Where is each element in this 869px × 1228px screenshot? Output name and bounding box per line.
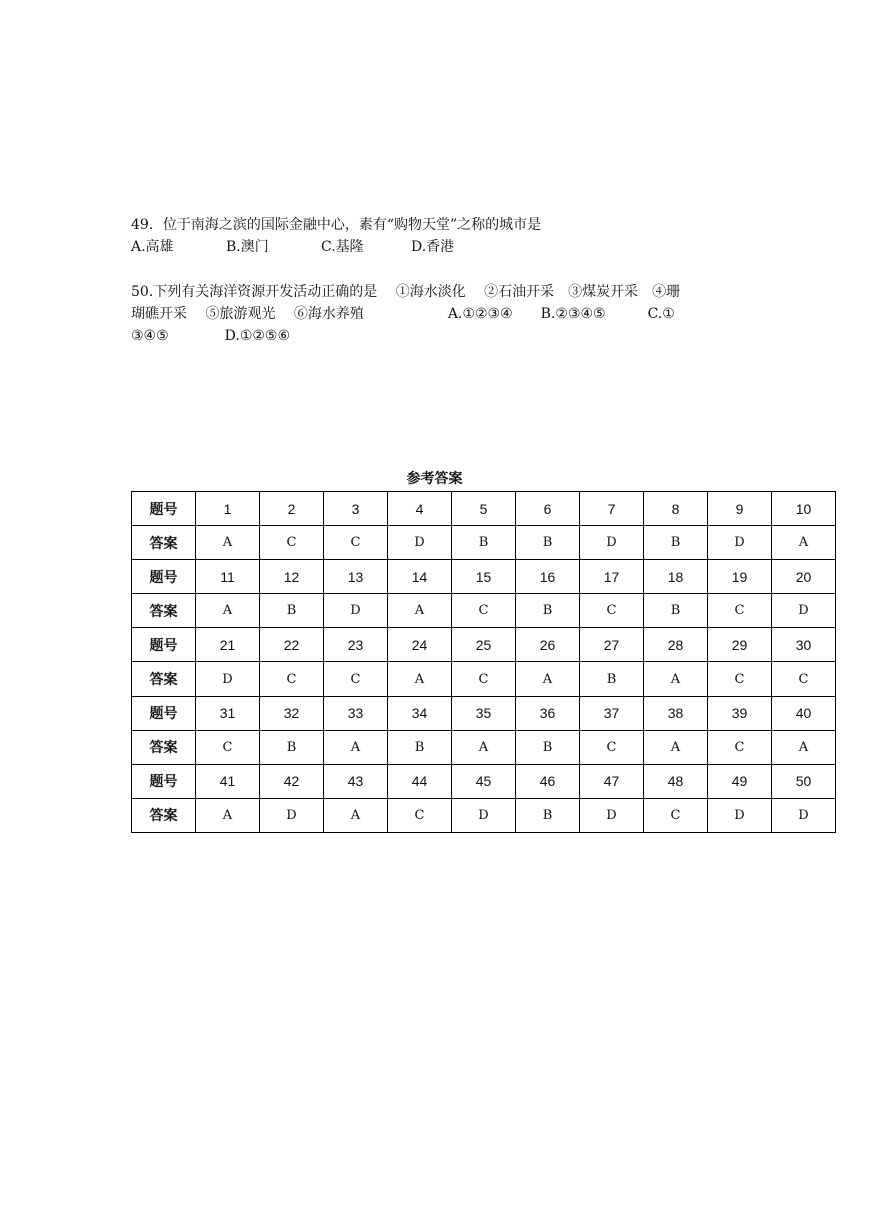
question-49 [131, 214, 751, 258]
question-49-option-b: B.澳门 [226, 239, 269, 255]
question-number-cell: 25 [452, 628, 516, 662]
question-number-cell: 28 [644, 628, 708, 662]
question-number-cell: 19 [708, 560, 772, 594]
question-number-cell: 5 [452, 492, 516, 526]
question-49-option-a: A.高雄 [131, 239, 174, 255]
answer-cell: C [708, 662, 772, 696]
question-number-cell: 20 [772, 560, 836, 594]
answer-cell: A [772, 730, 836, 764]
answer-cell: D [772, 594, 836, 628]
question-number-cell: 39 [708, 696, 772, 730]
answer-cell: A [196, 594, 260, 628]
question-number-cell: 23 [324, 628, 388, 662]
answer-cell: B [388, 730, 452, 764]
question-number-cell: 48 [644, 764, 708, 798]
answer-row [132, 730, 836, 764]
answer-table [131, 491, 836, 833]
question-number-row [132, 492, 836, 526]
question-number-cell: 22 [260, 628, 324, 662]
row-label: 答案 [132, 662, 196, 696]
question-number-cell: 6 [516, 492, 580, 526]
question-number-cell: 47 [580, 764, 644, 798]
answer-cell: B [644, 594, 708, 628]
answer-row [132, 662, 836, 696]
question-49-options [131, 236, 751, 258]
answer-cell: C [324, 526, 388, 560]
answer-cell: D [772, 798, 836, 832]
answer-cell: B [580, 662, 644, 696]
question-number-cell: 43 [324, 764, 388, 798]
answer-cell: A [452, 730, 516, 764]
answer-row [132, 594, 836, 628]
answer-cell: A [196, 526, 260, 560]
question-number-cell: 49 [708, 764, 772, 798]
answer-cell: C [324, 662, 388, 696]
answer-cell: A [644, 730, 708, 764]
answer-cell: C [452, 594, 516, 628]
answer-cell: D [324, 594, 388, 628]
question-number-cell: 27 [580, 628, 644, 662]
answer-table-title: 参考答案 [406, 471, 463, 487]
question-number-cell: 14 [388, 560, 452, 594]
question-number-cell: 13 [324, 560, 388, 594]
answer-cell: C [708, 730, 772, 764]
answer-cell: D [196, 662, 260, 696]
row-label: 答案 [132, 798, 196, 832]
row-label: 题号 [132, 560, 196, 594]
answer-cell: B [452, 526, 516, 560]
row-label: 答案 [132, 594, 196, 628]
answer-cell: D [452, 798, 516, 832]
question-number-cell: 9 [708, 492, 772, 526]
question-number-cell: 35 [452, 696, 516, 730]
question-number-cell: 12 [260, 560, 324, 594]
answer-cell: B [516, 594, 580, 628]
question-number-cell: 30 [772, 628, 836, 662]
question-number-cell: 4 [388, 492, 452, 526]
question-number-cell: 44 [388, 764, 452, 798]
question-50-line-3: ③④⑤ D.①②⑤⑥ [131, 328, 291, 344]
answer-cell: C [196, 730, 260, 764]
answer-cell: C [452, 662, 516, 696]
question-number-cell: 38 [644, 696, 708, 730]
answer-row [132, 526, 836, 560]
question-number-cell: 8 [644, 492, 708, 526]
question-number-cell: 45 [452, 764, 516, 798]
question-number-cell: 11 [196, 560, 260, 594]
answer-cell: A [644, 662, 708, 696]
answer-cell: B [516, 526, 580, 560]
row-label: 答案 [132, 526, 196, 560]
answer-cell: C [388, 798, 452, 832]
question-number-row [132, 560, 836, 594]
row-label: 题号 [132, 492, 196, 526]
question-number-cell: 37 [580, 696, 644, 730]
question-number-cell: 21 [196, 628, 260, 662]
answer-cell: A [388, 662, 452, 696]
question-49-stem: 49．位于南海之滨的国际金融中心，素有“购物天堂”之称的城市是 [131, 217, 542, 233]
question-number-cell: 10 [772, 492, 836, 526]
answer-cell: D [580, 798, 644, 832]
question-number-cell: 17 [580, 560, 644, 594]
answer-cell: B [260, 594, 324, 628]
question-number-cell: 41 [196, 764, 260, 798]
answer-cell: A [388, 594, 452, 628]
answer-cell: A [324, 798, 388, 832]
answer-cell: C [580, 594, 644, 628]
question-number-cell: 7 [580, 492, 644, 526]
answer-cell: A [196, 798, 260, 832]
question-number-cell: 36 [516, 696, 580, 730]
question-number-cell: 50 [772, 764, 836, 798]
answer-cell: A [772, 526, 836, 560]
question-number-cell: 26 [516, 628, 580, 662]
answer-cell: B [260, 730, 324, 764]
question-number-cell: 46 [516, 764, 580, 798]
answer-cell: A [324, 730, 388, 764]
row-label: 题号 [132, 764, 196, 798]
answer-cell: D [388, 526, 452, 560]
question-number-cell: 16 [516, 560, 580, 594]
answer-cell: A [516, 662, 580, 696]
question-number-cell: 40 [772, 696, 836, 730]
row-label: 答案 [132, 730, 196, 764]
question-number-row [132, 628, 836, 662]
question-number-cell: 24 [388, 628, 452, 662]
answer-cell: C [708, 594, 772, 628]
question-49-option-c: C.基隆 [321, 239, 364, 255]
question-number-cell: 1 [196, 492, 260, 526]
row-label: 题号 [132, 628, 196, 662]
question-50-line-1: 50.下列有关海洋资源开发活动正确的是 ①海水淡化 ②石油开采 ③煤炭开采 ④珊 [131, 284, 681, 300]
answer-cell: D [708, 798, 772, 832]
question-49-option-d: D.香港 [411, 239, 455, 255]
answer-cell: D [708, 526, 772, 560]
question-number-cell: 3 [324, 492, 388, 526]
row-label: 题号 [132, 696, 196, 730]
question-number-row [132, 764, 836, 798]
answer-cell: C [260, 662, 324, 696]
question-number-cell: 33 [324, 696, 388, 730]
question-50 [131, 281, 751, 347]
question-number-cell: 34 [388, 696, 452, 730]
answer-cell: C [772, 662, 836, 696]
question-number-row [132, 696, 836, 730]
answer-cell: B [516, 798, 580, 832]
answer-row [132, 798, 836, 832]
answer-cell: D [580, 526, 644, 560]
question-number-cell: 2 [260, 492, 324, 526]
answer-cell: C [580, 730, 644, 764]
answer-cell: C [644, 798, 708, 832]
question-number-cell: 31 [196, 696, 260, 730]
answer-cell: D [260, 798, 324, 832]
question-50-line-2: 瑚礁开采 ⑤旅游观光 ⑥海水养殖 A.①②③④ B.②③④⑤ C.① [131, 306, 675, 322]
question-number-cell: 18 [644, 560, 708, 594]
answer-cell: B [644, 526, 708, 560]
answer-cell: B [516, 730, 580, 764]
question-number-cell: 32 [260, 696, 324, 730]
question-number-cell: 29 [708, 628, 772, 662]
answer-cell: C [260, 526, 324, 560]
question-number-cell: 15 [452, 560, 516, 594]
question-number-cell: 42 [260, 764, 324, 798]
